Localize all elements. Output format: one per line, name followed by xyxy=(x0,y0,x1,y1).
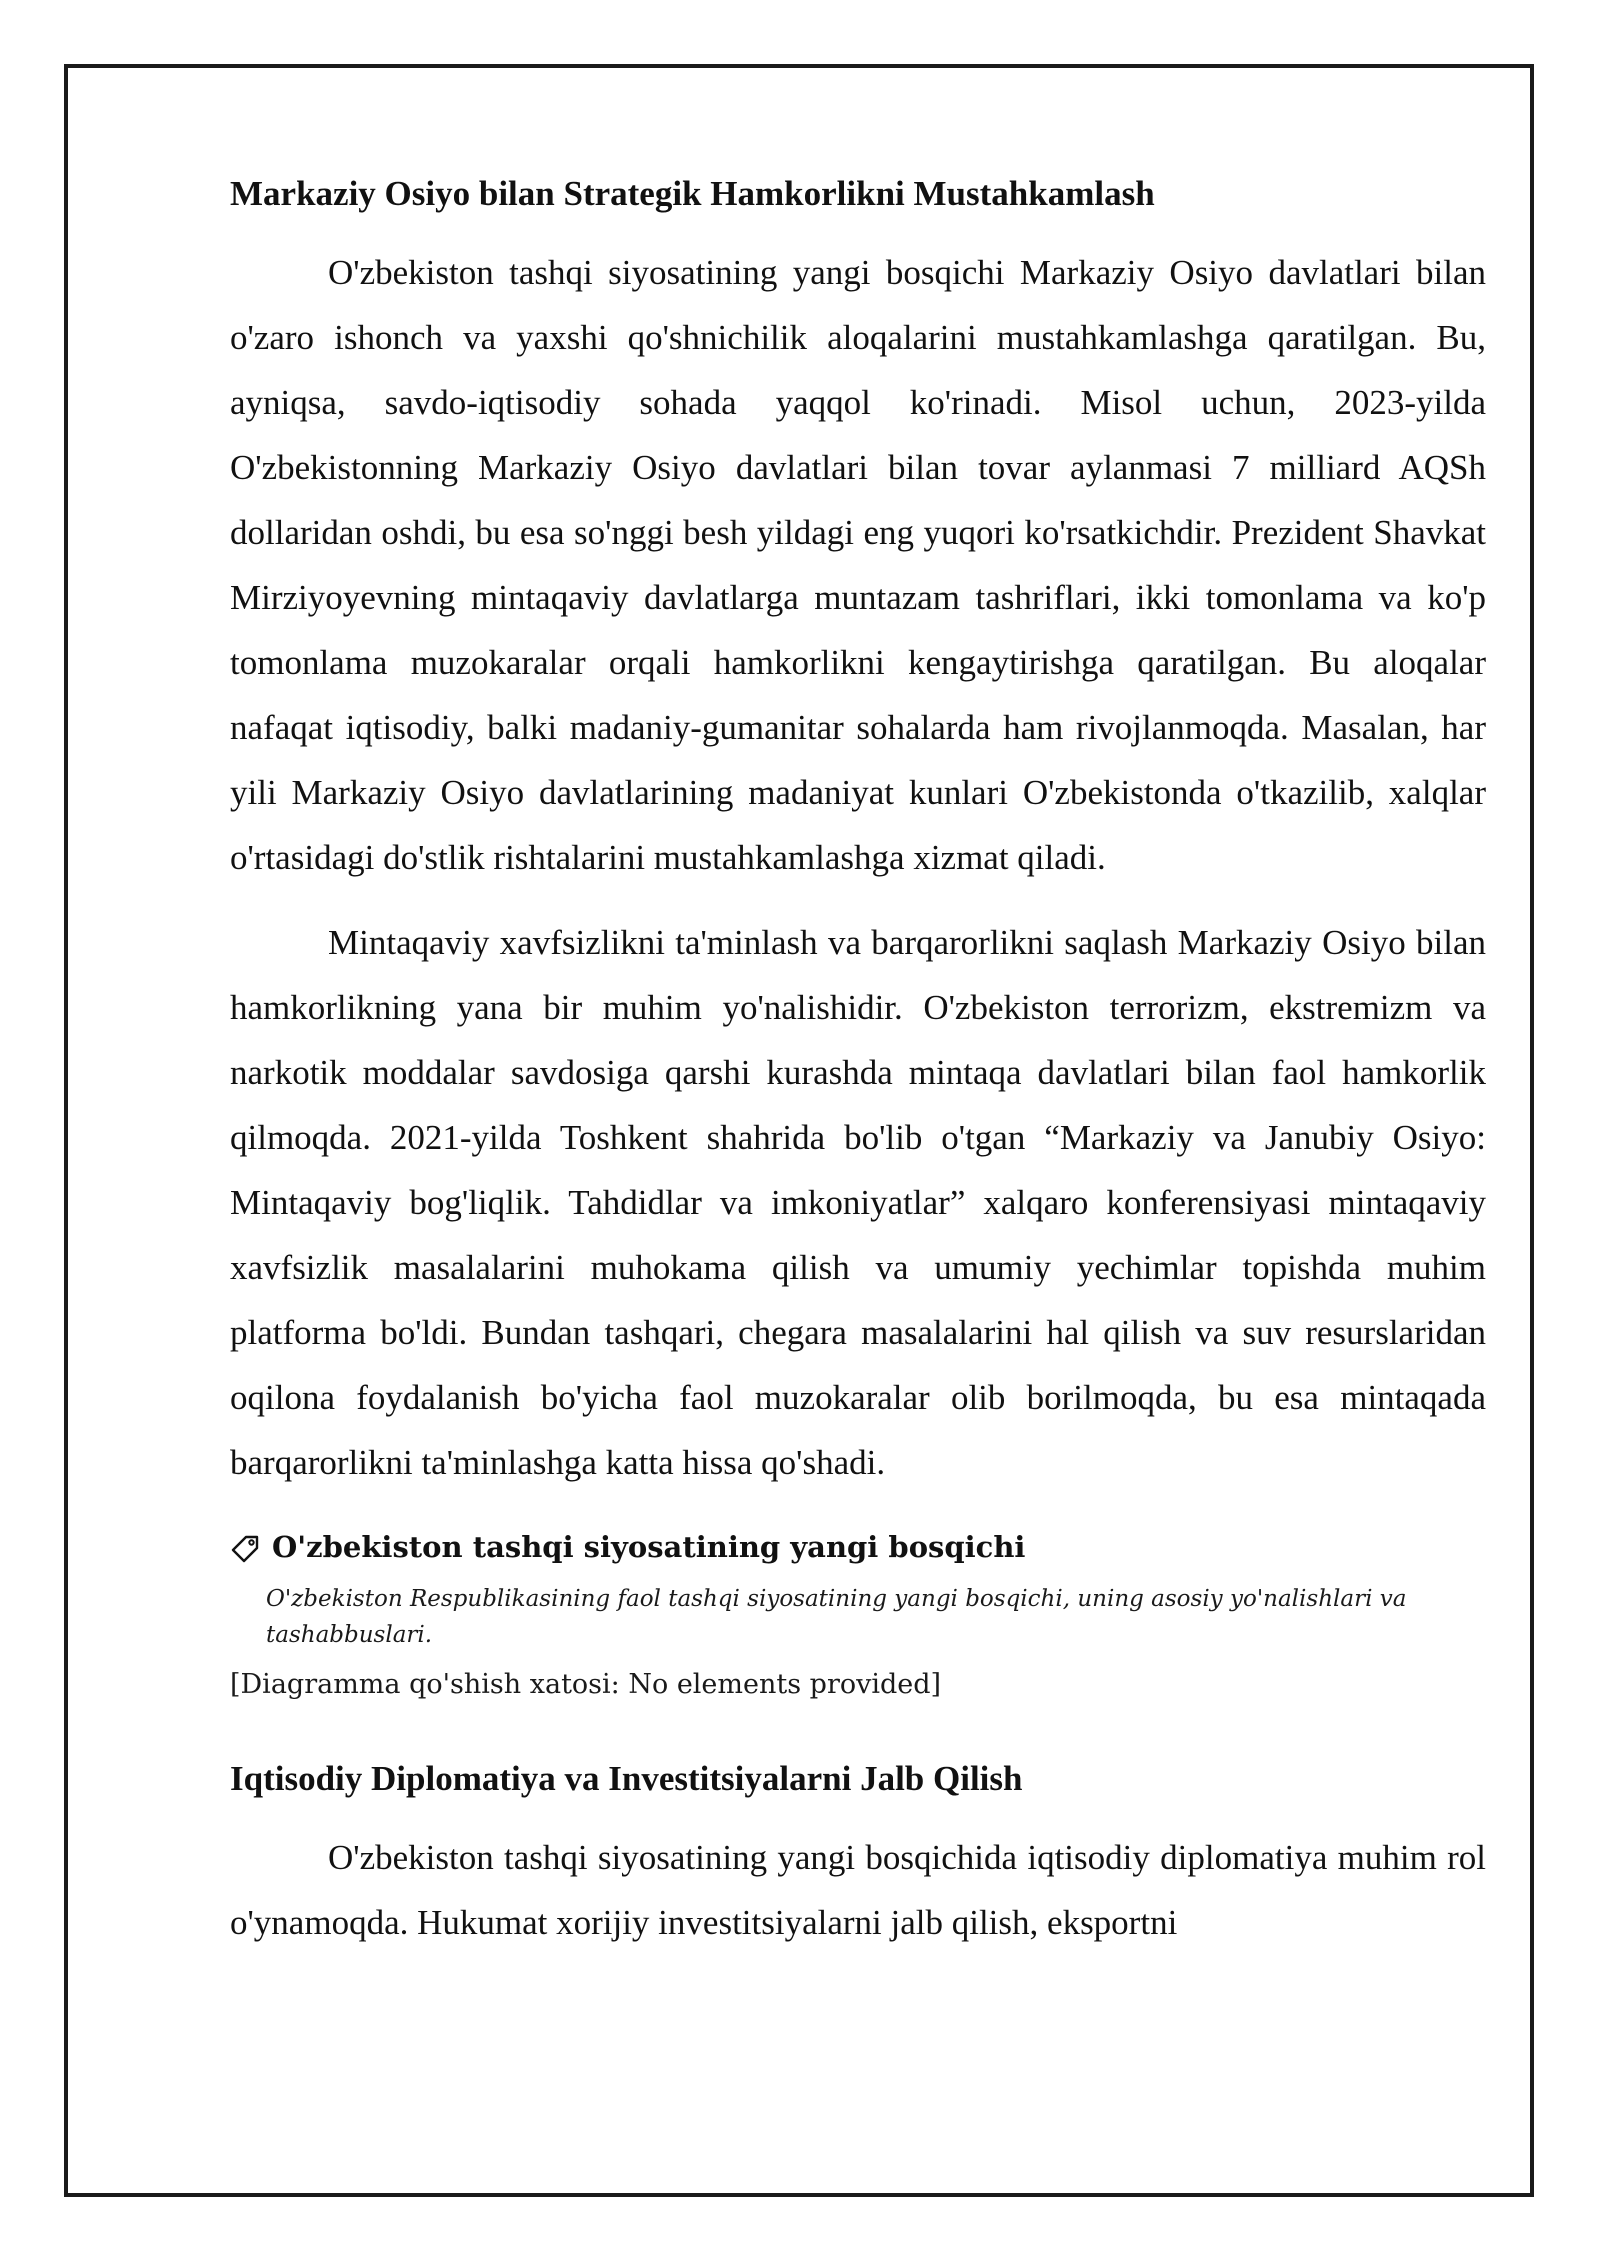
body-paragraph: O'zbekiston tashqi siyosatining yangi bosqichida iqtisodiy diplomatiya muhim rol o'ynamoqda. Hukumat xorijiy investitsiyalarni jalb qilish, eksportni xyxy=(230,1838,1486,1942)
body-paragraph: O'zbekiston tashqi siyosatining yangi bosqichi Markaziy Osiyo davlatlari bilan o'zaro ishonch va yaxshi qo'shnichilik aloqalarini mustahkamlashga qaratilgan. Bu, ayniqsa, savdo-iqtisodiy sohada yaqqol ko'rinadi. Misol uchun, 2023-yilda O'zbekistonning Markaziy Osiyo davlatlari bilan tovar aylanmasi 7 milliard AQSh dollaridan oshdi, bu esa so'nggi besh yildagi eng yuqori ko'rsatkichdir. Prezident Shavkat Mirziyoyevning mintaqaviy davlatlarga muntazam tashriflari, ikki tomonlama va ko'p tomonlama muzokaralar orqali hamkorlikni kengaytirishga qaratilgan. Bu aloqalar nafaqat iqtisodiy, balki madaniy-gumanitar sohalarda ham rivojlanmoqda. Masalan, har yili Markaziy Osiyo davlatlarining madaniyat kunlari O'zbekistonda o'tkazilib, xalqlar o'rtasidagi do'stlik rishtalarini mustahkamlashga xizmat qiladi. xyxy=(230,253,1486,877)
section-title: Markaziy Osiyo bilan Strategik Hamkorlikni Mustahkamlash xyxy=(230,174,1155,213)
diagram-title: O'zbekiston tashqi siyosatining yangi bosqichi xyxy=(272,1530,1026,1564)
section-economic-diplomacy xyxy=(230,1755,1486,1955)
body-paragraph: Mintaqaviy xavfsizlikni ta'minlash va barqarorlikni saqlash Markaziy Osiyo bilan hamkorlikning yana bir muhim yo'nalishidir. O'zbekiston terrorizm, ekstremizm va narkotik moddalar savdosiga qarshi kurashda mintaqa davlatlari bilan faol hamkorlik qilmoqda. 2021-yilda Toshkent shahrida bo'lib o'tgan “Markaziy va Janubiy Osiyo: Mintaqaviy bog'liqlik. Tahdidlar va imkoniyatlar” xalqaro konferensiyasi mintaqaviy xavfsizlik masalalarini muhokama qilish va umumiy yechimlar topishda muhim platforma bo'ldi. Bundan tashqari, chegara masalalarini hal qilish va suv resurslaridan oqilona foydalanish bo'yicha faol muzokaralar olib borilmoqda, bu esa mintaqada barqarorlikni ta'minlashga katta hissa qo'shadi. xyxy=(230,923,1486,1482)
tag-icon xyxy=(230,1532,260,1562)
document-body xyxy=(230,170,1486,1975)
section-title: Iqtisodiy Diplomatiya va Investitsiyalarni Jalb Qilish xyxy=(230,1759,1023,1798)
diagram-error-message: [Diagramma qo'shish xatosi: No elements provided] xyxy=(230,1669,942,1700)
section-central-asia xyxy=(230,170,1486,1495)
diagram-caption: O'zbekiston Respublikasining faol tashqi siyosatining yangi bosqichi, uning asosiy yo'nalishlari va tashabbuslari. xyxy=(266,1586,1407,1648)
diagram-heading xyxy=(230,1525,1486,1569)
diagram-block xyxy=(230,1525,1486,1707)
